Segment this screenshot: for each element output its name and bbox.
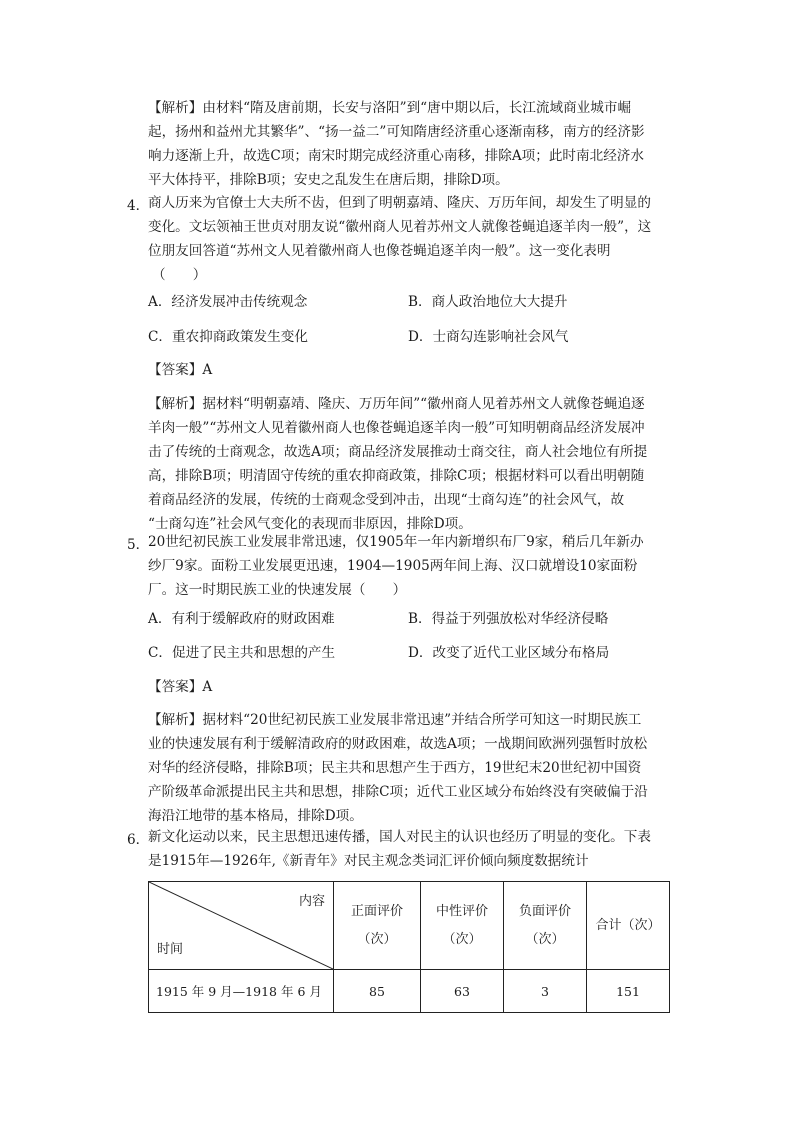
header-time-label: 时间	[157, 942, 184, 957]
q4-analysis	[148, 392, 688, 536]
q6-stem	[148, 825, 688, 873]
question-number: 4．	[127, 198, 150, 214]
q4-stem	[148, 191, 688, 287]
header-content-label: 内容	[298, 894, 325, 909]
q5-option-c[interactable]: C．促进了民主共和思想的产生	[148, 645, 336, 661]
q4-option-b[interactable]: B．商人政治地位大大提升	[408, 294, 568, 310]
text-line: 【解析】据材料“20世纪初民族工业发展非常迅速”并结合所学可知这一时期民族工	[148, 712, 642, 728]
cell-negative: 3	[504, 970, 587, 1013]
question-number: 6．	[127, 832, 150, 848]
text-line: 羊肉一般”“苏州文人见着徽州商人也像苍蝇追逐羊肉一般”可知明朝商品经济发展冲	[148, 420, 645, 436]
header-negative	[504, 882, 587, 970]
text-line: 商人历来为官僚士大夫所不齿，但到了明朝嘉靖、隆庆、万历年间，却发生了明显的	[148, 195, 651, 211]
header-neutral	[421, 882, 504, 970]
text-line: 着商品经济的发展，传统的士商观念受到冲击，出现“士商勾连”的社会风气，故	[148, 492, 625, 508]
text-line: 对华的经济侵略，排除B项；民主共和思想产生于西方，19世纪末20世纪初中国资	[148, 760, 642, 776]
header-unit: （次）	[357, 931, 397, 947]
header-text: 合计（次）	[595, 917, 661, 933]
text-line: 【解析】由材料“隋及唐前期，长安与洛阳”到“唐中期以后，长江流域商业城市崛	[148, 100, 632, 116]
q4-answer: 【答案】A	[148, 362, 213, 378]
q4-option-c[interactable]: C．重农抑商政策发生变化	[148, 329, 308, 345]
text-line: 高，排除B项；明清固守传统的重农抑商政策，排除C项；根据材料可以看出明朝随	[148, 468, 645, 484]
text-line: 平大体持平，排除B项；安史之乱发生在唐后期，排除D项。	[148, 172, 509, 188]
table-row	[149, 970, 670, 1013]
diagonal-header-cell	[149, 882, 334, 970]
text-line: 业的快速发展有利于缓解清政府的财政困难，故选A项；一战期间欧洲列强暂时放松	[148, 736, 648, 752]
header-text: 负面评价	[518, 903, 571, 919]
header-positive	[334, 882, 421, 970]
question-number: 5．	[127, 537, 150, 553]
text-line: 起，扬州和益州尤其繁华”、“扬一益二”可知隋唐经济重心逐渐南移，南方的经济影	[148, 124, 645, 140]
text-line: 产阶级革命派提出民主共和思想，排除C项；近代工业区域分布始终没有突破偏于沿	[148, 784, 648, 800]
q5-option-b[interactable]: B．得益于列强放松对华经济侵略	[408, 611, 609, 627]
header-text: 中性评价	[435, 903, 488, 919]
header-text: 正面评价	[350, 903, 403, 919]
text-line: 击了传统的士商观念，故选A项；商品经济发展推动士商交往，商人社会地位有所提	[148, 444, 648, 460]
q4-option-d[interactable]: D．士商勾连影响社会风气	[408, 329, 569, 345]
cell-neutral: 63	[421, 970, 504, 1013]
q5-analysis	[148, 708, 688, 828]
text-line: 纱厂9家。面粉工业发展更迅速，1904—1905两年间上海、汉口就增设10家面粉	[148, 558, 638, 574]
row-period: 1915 年 9 月—1918 年 6 月	[149, 970, 334, 1013]
q3-analysis	[148, 96, 688, 192]
q5-answer: 【答案】A	[148, 679, 213, 695]
text-line: 20世纪初民族工业发展非常迅速，仅1905年一年内新增织布厂9家，稍后几年新办	[148, 534, 644, 550]
text-line: 是1915年—1926年,《新青年》对民主观念类词汇评价倾向频度数据统计	[148, 853, 589, 869]
header-unit: （次）	[525, 931, 565, 947]
text-line: “士商勾连”社会风气变化的表现而非原因，排除D项。	[148, 516, 472, 532]
text-line: 新文化运动以来，民主思想迅速传播，国人对民主的认识也经历了明显的变化。下表	[148, 829, 651, 845]
header-total	[587, 882, 670, 970]
text-line: 变化。文坛领袖王世贞对朋友说“徽州商人见着苏州文人就像苍蝇追逐羊肉一般”，这	[148, 219, 652, 235]
text-line: （ ）	[152, 267, 207, 283]
cell-total: 151	[587, 970, 670, 1013]
header-unit: （次）	[442, 931, 482, 947]
text-line: 响力逐渐上升，故选C项；南宋时期完成经济重心南移，排除A项；此时南北经济水	[148, 148, 644, 164]
q4-option-a[interactable]: A．经济发展冲击传统观念	[148, 294, 308, 310]
table-header-row	[149, 882, 670, 970]
q5-option-a[interactable]: A．有利于缓解政府的财政困难	[148, 611, 335, 627]
cell-positive: 85	[334, 970, 421, 1013]
text-line: 【解析】据材料“明朝嘉靖、隆庆、万历年间”“徽州商人见着苏州文人就像苍蝇追逐	[148, 396, 645, 412]
q5-option-d[interactable]: D．改变了近代工业区域分布格局	[408, 645, 610, 661]
evaluation-table	[148, 881, 670, 1013]
text-line: 海沿江地带的基本格局，排除D项。	[148, 808, 363, 824]
q5-stem	[148, 530, 688, 602]
text-line: 位朋友回答道“苏州文人见着徽州商人也像苍蝇追逐羊肉一般”。这一变化表明	[148, 243, 611, 259]
text-line: 厂。这一时期民族工业的快速发展（ ）	[148, 582, 407, 598]
